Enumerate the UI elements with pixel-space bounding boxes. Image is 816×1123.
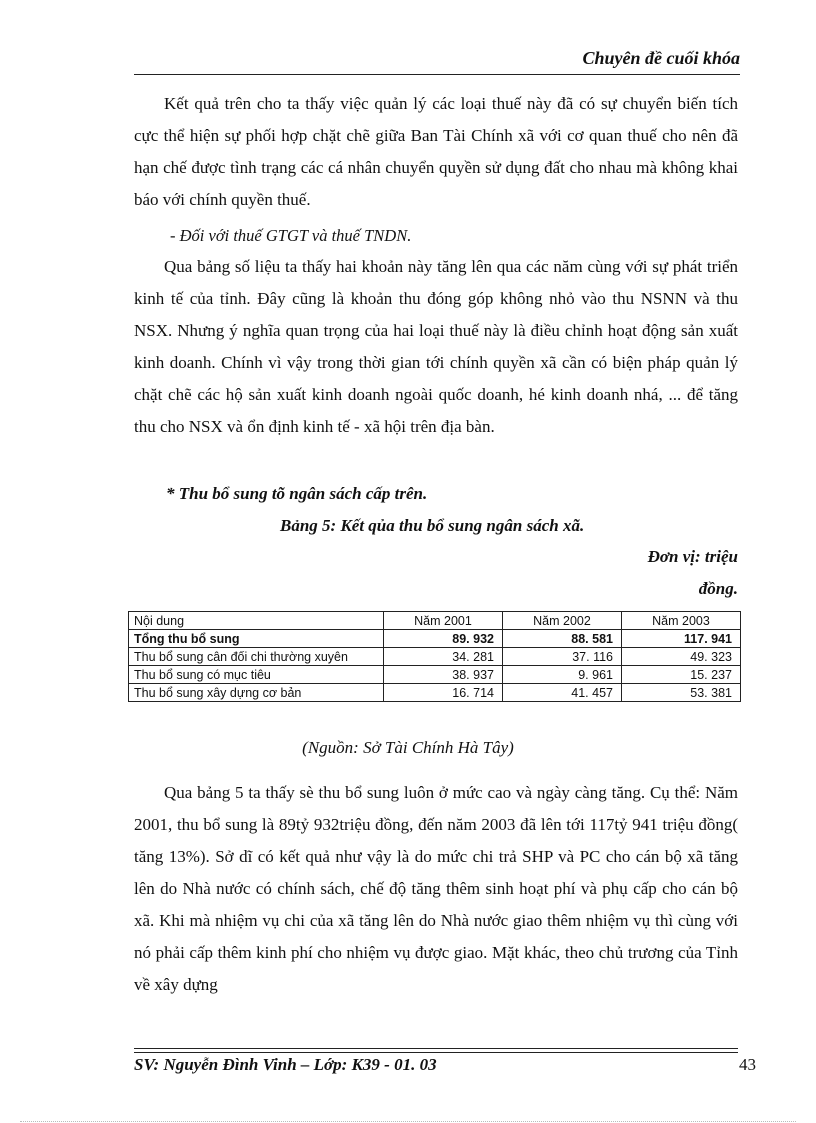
paragraph-2: Qua bảng số liệu ta thấy hai khoản này tăng lên qua các năm cùng với sự phát triển kinh tế của tỉnh. Đây cũng là khoản thu đóng góp không nhỏ vào thu NSNN và thu NSX. Nhưng ý nghĩa quan trọng của hai loại thuế này là điều chỉnh hoạt động sản xuất kinh doanh. Chính vì vậy trong thời gian tới chính quyền xã cần có biện pháp quản lý chặt chẽ các hộ sản xuất kinh doanh ngoài quốc doanh, hé kinh doanh nhá, ... để tăng thu cho NSX và ổn định kinh tế - xã hội trên địa bàn. (134, 257, 738, 436)
table-row (129, 630, 741, 648)
cell-value: 53. 381 (622, 684, 741, 702)
table-row (129, 648, 741, 666)
unit-label-line1: Đơn vị: triệu (647, 547, 738, 566)
cell-value: 41. 457 (503, 684, 622, 702)
page-header-title: Chuyên đề cuối khóa (582, 48, 740, 68)
cell-value: 117. 941 (622, 630, 741, 648)
page-edge-dots (20, 1121, 796, 1122)
table-header-row (129, 612, 741, 630)
sub-item-gtgt: - Đối với thuế GTGT và thuế TNDN. (170, 226, 412, 245)
row-label: Thu bổ sung cân đối chi thường xuyên (129, 648, 384, 666)
section-heading: * Thu bổ sung tõ ngân sách cấp trên. (166, 484, 428, 503)
header-cell: Năm 2002 (503, 612, 622, 630)
cell-value: 15. 237 (622, 666, 741, 684)
footer-divider-top (134, 1048, 738, 1049)
paragraph-1: Kết quả trên cho ta thấy việc quản lý các loại thuế này đã có sự chuyển biến tích cực thể hiện sự phối hợp chặt chẽ giữa Ban Tài Chính xã với cơ quan thuế cho nên đã hạn chế được tình trạng các cá nhân chuyển quyền sử dụng đất cho nhau mà không khai báo với chính quyền thuế. (134, 94, 738, 209)
cell-value: 16. 714 (384, 684, 503, 702)
cell-value: 89. 932 (384, 630, 503, 648)
cell-value: 49. 323 (622, 648, 741, 666)
header-divider (134, 74, 740, 75)
header-cell: Năm 2001 (384, 612, 503, 630)
table-row (129, 684, 741, 702)
unit-label-line2: đồng. (698, 579, 738, 598)
footer-divider-bottom (134, 1052, 738, 1053)
table-source-note: (Nguồn: Sở Tài Chính Hà Tây) (302, 738, 514, 757)
supplementary-revenue-table (128, 611, 741, 702)
cell-value: 34. 281 (384, 648, 503, 666)
cell-value: 37. 116 (503, 648, 622, 666)
cell-value: 9. 961 (503, 666, 622, 684)
table-row (129, 666, 741, 684)
row-label: Thu bổ sung có mục tiêu (129, 666, 384, 684)
header-cell: Năm 2003 (622, 612, 741, 630)
footer-author: SV: Nguyễn Đình Vinh – Lớp: K39 - 01. 03 (134, 1055, 437, 1074)
paragraph-3: Qua bảng 5 ta thấy sè thu bổ sung luôn ở mức cao và ngày càng tăng. Cụ thể: Năm 2001, thu bổ sung là 89tỷ 932triệu đồng, đến năm 2003 đã lên tới 117tỷ 941 triệu đồng( tăng 13%). Sở dĩ có kết quả như vậy là do mức chi trả SHP và PC cho cán bộ xã tăng lên do Nhà nước có chính sách, chế độ tăng thêm sinh hoạt phí và phụ cấp cho cán bộ xã. Khi mà nhiệm vụ chi của xã tăng lên do Nhà nước giao thêm nhiệm vụ thì cùng với nó phải cấp thêm kinh phí cho nhiệm vụ được giao. Mặt khác, theo chủ trương của Tỉnh về xây dựng (134, 783, 738, 994)
row-label: Tổng thu bổ sung (129, 630, 384, 648)
row-label: Thu bổ sung xây dựng cơ bản (129, 684, 384, 702)
cell-value: 38. 937 (384, 666, 503, 684)
table-caption: Bảng 5: Kết qủa thu bổ sung ngân sách xã. (280, 516, 585, 535)
header-cell: Nội dung (129, 612, 384, 630)
cell-value: 88. 581 (503, 630, 622, 648)
page-number: 43 (739, 1055, 756, 1074)
